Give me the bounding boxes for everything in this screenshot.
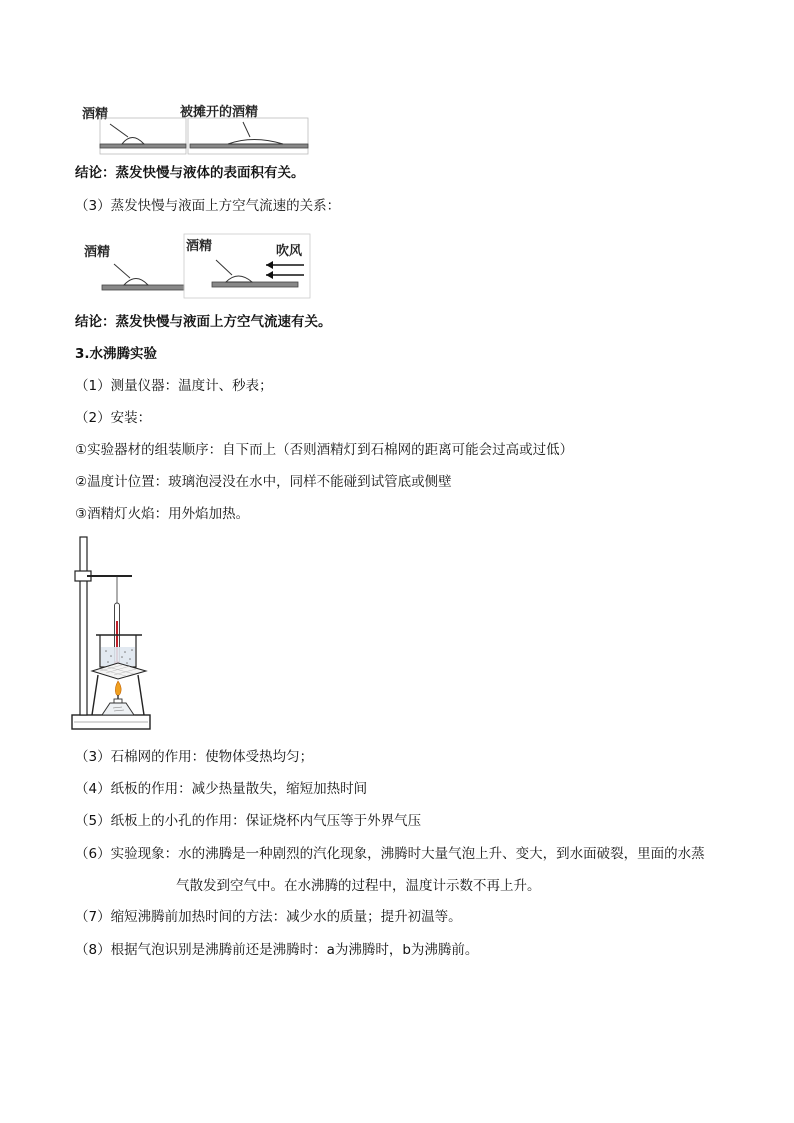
item-4-cardboard: （4）纸板的作用：减少热量散失，缩短加热时间 (75, 781, 368, 797)
pointer-line (110, 124, 128, 137)
figure-airflow (80, 230, 312, 302)
tripod-leg-icon (138, 675, 144, 715)
boil-line-thermometer: ②温度计位置：玻璃泡浸没在水中，同样不能碰到试管底或侧壁 (75, 474, 452, 490)
item-6-phenomenon: （6）实验现象：水的沸腾是一种剧烈的汽化现象，沸腾时大量气泡上升、变大，到水面破裂，里面的水蒸 (75, 846, 705, 862)
wind-label: 吹风 (276, 244, 303, 259)
figure2-left-label: 酒精 (84, 245, 111, 260)
figure-surface-area (78, 100, 313, 158)
item-7-shorten-time: （7）缩短沸腾前加热时间的方法：减少水的质量；提升初温等。 (75, 909, 462, 925)
pointer-line (216, 260, 232, 275)
spread-alcohol-icon (228, 140, 283, 145)
glass-plate-left (102, 285, 184, 290)
item-5-hole: （5）纸板上的小孔的作用：保证烧杯内气压等于外界气压 (75, 813, 422, 829)
alcohol-lamp-icon (102, 703, 134, 715)
flame-icon (115, 681, 121, 696)
conclusion-airflow: 结论：蒸发快慢与液面上方空气流速有关。 (75, 314, 332, 330)
figure2-right-label: 酒精 (186, 239, 213, 254)
section-3-title: 3.水沸腾实验 (75, 346, 158, 362)
alcohol-drop-icon (226, 276, 252, 282)
plate-frame-right (188, 118, 308, 154)
item-8-bubbles: （8）根据气泡识别是沸腾前还是沸腾时：a为沸腾时，b为沸腾前。 (75, 942, 479, 958)
figure1-left-label: 酒精 (82, 107, 109, 122)
glass-plate-left (100, 144, 186, 148)
figure1-right-label: 被摊开的酒精 (180, 105, 259, 120)
tripod-leg-icon (92, 675, 98, 715)
conclusion-surface-area: 结论：蒸发快慢与液体的表面积有关。 (75, 165, 305, 181)
item-6-phenomenon-continued: 气散发到空气中。在水沸腾的过程中，温度计示数不再上升。 (176, 878, 541, 894)
alcohol-drop-icon (124, 279, 148, 286)
stand-rod-icon (80, 537, 87, 715)
boil-line-flame: ③酒精灯火焰：用外焰加热。 (75, 506, 250, 522)
boiling-apparatus-figure (70, 535, 160, 735)
arrow-head-icon (266, 261, 273, 269)
pointer-line (114, 264, 130, 278)
pointer-line (243, 122, 250, 137)
boil-line-assembly-order: ①实验器材的组装顺序：自下而上（否则酒精灯到石棉网的距离可能会过高或过低） (75, 442, 574, 458)
alcohol-drop-icon (122, 138, 144, 145)
glass-plate-right (190, 144, 308, 148)
arrow-head-icon (266, 271, 273, 279)
item-3-gauze: （3）石棉网的作用：使物体受热均匀； (75, 749, 314, 765)
plate-frame-left (100, 118, 186, 154)
item-3-airflow-heading: （3）蒸发快慢与液面上方空气流速的关系： (75, 198, 341, 214)
glass-plate-right (212, 282, 298, 287)
boil-line-instruments: （1）测量仪器：温度计、秒表； (75, 378, 273, 394)
boil-line-installation: （2）安装： (75, 410, 152, 426)
